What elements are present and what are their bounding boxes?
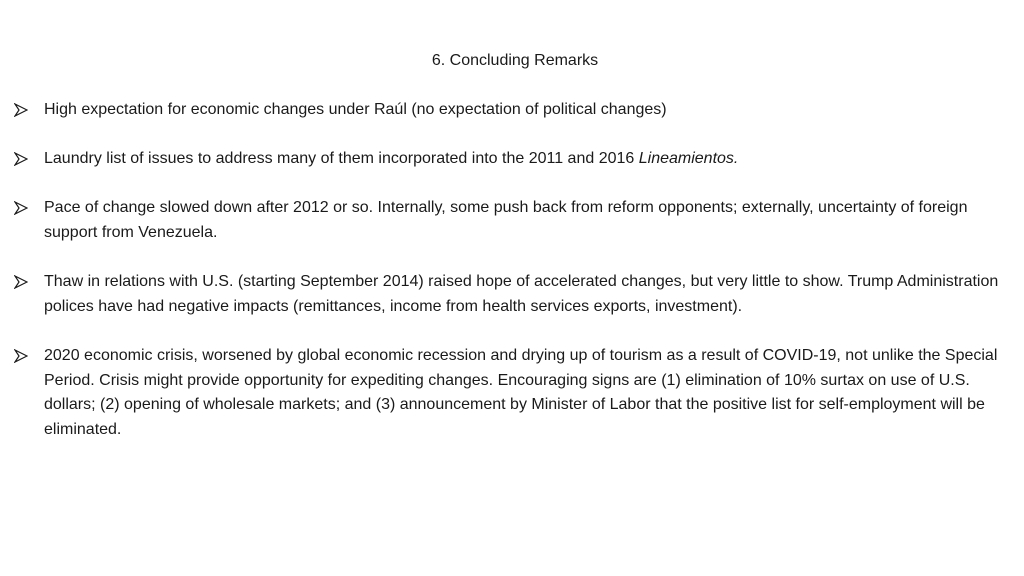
slide-title: 6. Concluding Remarks: [431, 52, 599, 69]
bullet-list: [14, 98, 1014, 442]
arrowhead-bullet-icon: [14, 349, 28, 363]
bullet-text: [44, 150, 738, 167]
bullet-text-main: Laundry list of issues to address many of them incorporated into the 2011 and 2016: [44, 150, 639, 168]
bullet-text: Pace of change slowed down after 2012 or so. Internally, some push back from reform opponents; externally, uncertainty of foreign support from Venezuela.: [44, 199, 968, 241]
bullet-text: 2020 economic crisis, worsened by global economic recession and drying up of tourism as a result of COVID-19, not unlike the Special Period. Crisis might provide opportunity for expediting changes. Encouraging signs are (1) elimination of 10% surtax on use of U.S. dollars; (2) opening of wholesale markets; and (3) announcement by Minister of Labor that the positive list for self-employment will be eliminated.: [44, 346, 998, 438]
bullet-item: [14, 196, 1014, 245]
arrowhead-bullet-icon: [14, 103, 28, 117]
arrowhead-bullet-icon: [14, 275, 28, 289]
bullet-item: [14, 98, 1014, 123]
bullet-text-italic: Lineamientos.: [638, 150, 739, 168]
arrowhead-bullet-icon: [14, 201, 28, 215]
bullet-text: Thaw in relations with U.S. (starting September 2014) raised hope of accelerated changes, but very little to show. Trump Administration polices have had negative impacts (remittances, income from health services exports, investment).: [44, 273, 999, 315]
bullet-item: [14, 344, 1014, 442]
bullet-text: High expectation for economic changes under Raúl (no expectation of political changes): [44, 101, 667, 118]
arrowhead-bullet-icon: [14, 152, 28, 166]
bullet-item: [14, 147, 1014, 172]
bullet-item: [14, 270, 1014, 319]
